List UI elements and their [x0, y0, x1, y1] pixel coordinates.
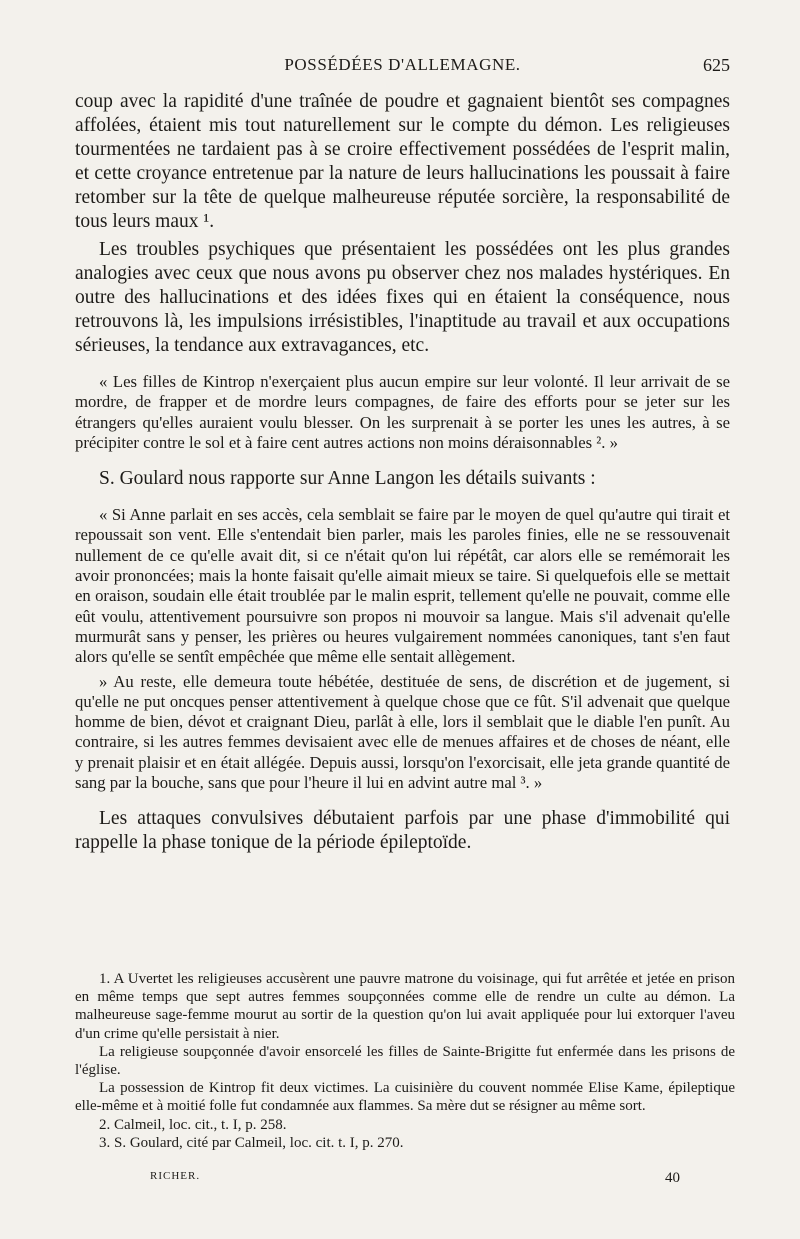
footnote-3: 3. S. Goulard, cité par Calmeil, loc. cit. t. I, p. 270.: [99, 1134, 404, 1151]
footnote-1-continued-a: La religieuse soupçonnée d'avoir ensorcelé les filles de Sainte-Brigitte fut enfermée dans les prisons de l'église.: [75, 1043, 735, 1079]
page-footer: [150, 1170, 680, 1190]
page-header: [75, 55, 730, 85]
sheet-number: 40: [665, 1170, 680, 1186]
page-body: [75, 90, 730, 855]
printer-signature: RICHER.: [150, 1170, 201, 1182]
paragraph-continuation: coup avec la rapidité d'une traînée de poudre et gagnaient bientôt ses compagnes affolées, étaient mis tout naturellement sur le compte du démon. Les religieuses tourmentées ne tardaient pas à se croire effectivement possédées de l'esprit malin, et cette croyance entretenue par la nature de leurs hallucinations les poussait à faire retomber sur la tête de quelque malheureuse réputée sorcière, la responsabilité de tous leurs maux ¹.: [75, 91, 730, 232]
quote-anne-langon-2: » Au reste, elle demeura toute hébétée, destituée de sens, de discrétion et de jugement, si qu'elle ne put oncques penser attentivement à quelque chose que ce fût. S'il advenait que quelque homme de bien, dévot et craignant Dieu, parlât à elle, lors il semblait que le diable l'en punît. Au contraire, si les autres femmes devisaient avec elle de menues affaires et de choses de néant, elle y prenait plaisir et en était allégée. Depuis aussi, lorsqu'on l'exorcisait, elle jeta grande quantité de sang par la bouche, sans que pour l'heure il lui en advint autre mal ³. »: [75, 671, 730, 793]
footnote-1-continued-b: La possession de Kintrop fit deux victimes. La cuisinière du couvent nommée Elise Kame, épileptique elle-même et à moitié folle fut condamnée aux flammes. Sa mère dut se résigner au même sort.: [75, 1080, 735, 1115]
paragraph-psychic-troubles: Les troubles psychiques que présentaient les possédées ont les plus grandes analogies avec ceux que nous avons pu observer chez nos malades hystériques. En outre des hallucinations et des idées fixes qui en étaient la conséquence, nous retrouvons là, les impulsions irrésistibles, l'inaptitude au travail et aux occupations sérieuses, la tendance aux extravagances, etc.: [75, 239, 730, 356]
footnote-2: 2. Calmeil, loc. cit., t. I, p. 258.: [99, 1116, 287, 1133]
paragraph-goulard-intro: S. Goulard nous rapporte sur Anne Langon les détails suivants :: [99, 468, 596, 490]
quote-anne-langon-1: « Si Anne parlait en ses accès, cela semblait se faire par le moyen de quel qu'autre qui tirait et repoussait son vent. Elle s'entendait bien parler, mais les paroles finies, elle ne se ressouvenait nullement de ce qu'elle avait dit, si ce n'était qu'on lui répétât, car alors elle se remémorait les avoir prononcées; mais la honte faisait qu'elle aimait mieux se taire. Si quelquefois elle se mettait en oraison, soudain elle était troublée par le malin esprit, tellement qu'elle ne pouvait, comme elle eût voulu, attentivement poursuivre son propos ni mouvoir sa langue. Mais s'il advenait qu'elle murmurât sans y penser, les prières ou heures vulgairement nommées canoniques, tant s'en faut alors qu'elle se sentît empêchée que même elle sentait allègement.: [75, 505, 730, 667]
quote-kintrop: « Les filles de Kintrop n'exerçaient plus aucun empire sur leur volonté. Il leur arrivait de se mordre, de frapper et de mordre leurs compagnes, de faire des efforts pour se jeter sur les étrangers qu'elles auraient voulu blesser. On les surprenait à se porter les unes les autres, à se précipiter contre le sol et à faire cent autres actions non moins déraisonnables ². »: [75, 372, 730, 452]
footnote-1: 1. A Uvertet les religieuses accusèrent une pauvre matrone du voisinage, qui fut arrêtée et jetée en prison en même temps que sept autres femmes soupçonnées comme elle de rendre un culte au démon. La malheureuse sage-femme mourut au sortir de la question qu'on lui avait appliquée pour lui extorquer l'aveu d'un crime qu'elle persistait à nier.: [75, 971, 735, 1042]
footnotes: [75, 970, 735, 1152]
running-title: POSSÉDÉES D'ALLEMAGNE.: [284, 55, 521, 74]
page-number: 625: [703, 55, 730, 75]
paragraph-convulsive-attacks: Les attaques convulsives débutaient parfois par une phase d'immobilité qui rappelle la phase tonique de la période épileptoïde.: [75, 808, 730, 854]
